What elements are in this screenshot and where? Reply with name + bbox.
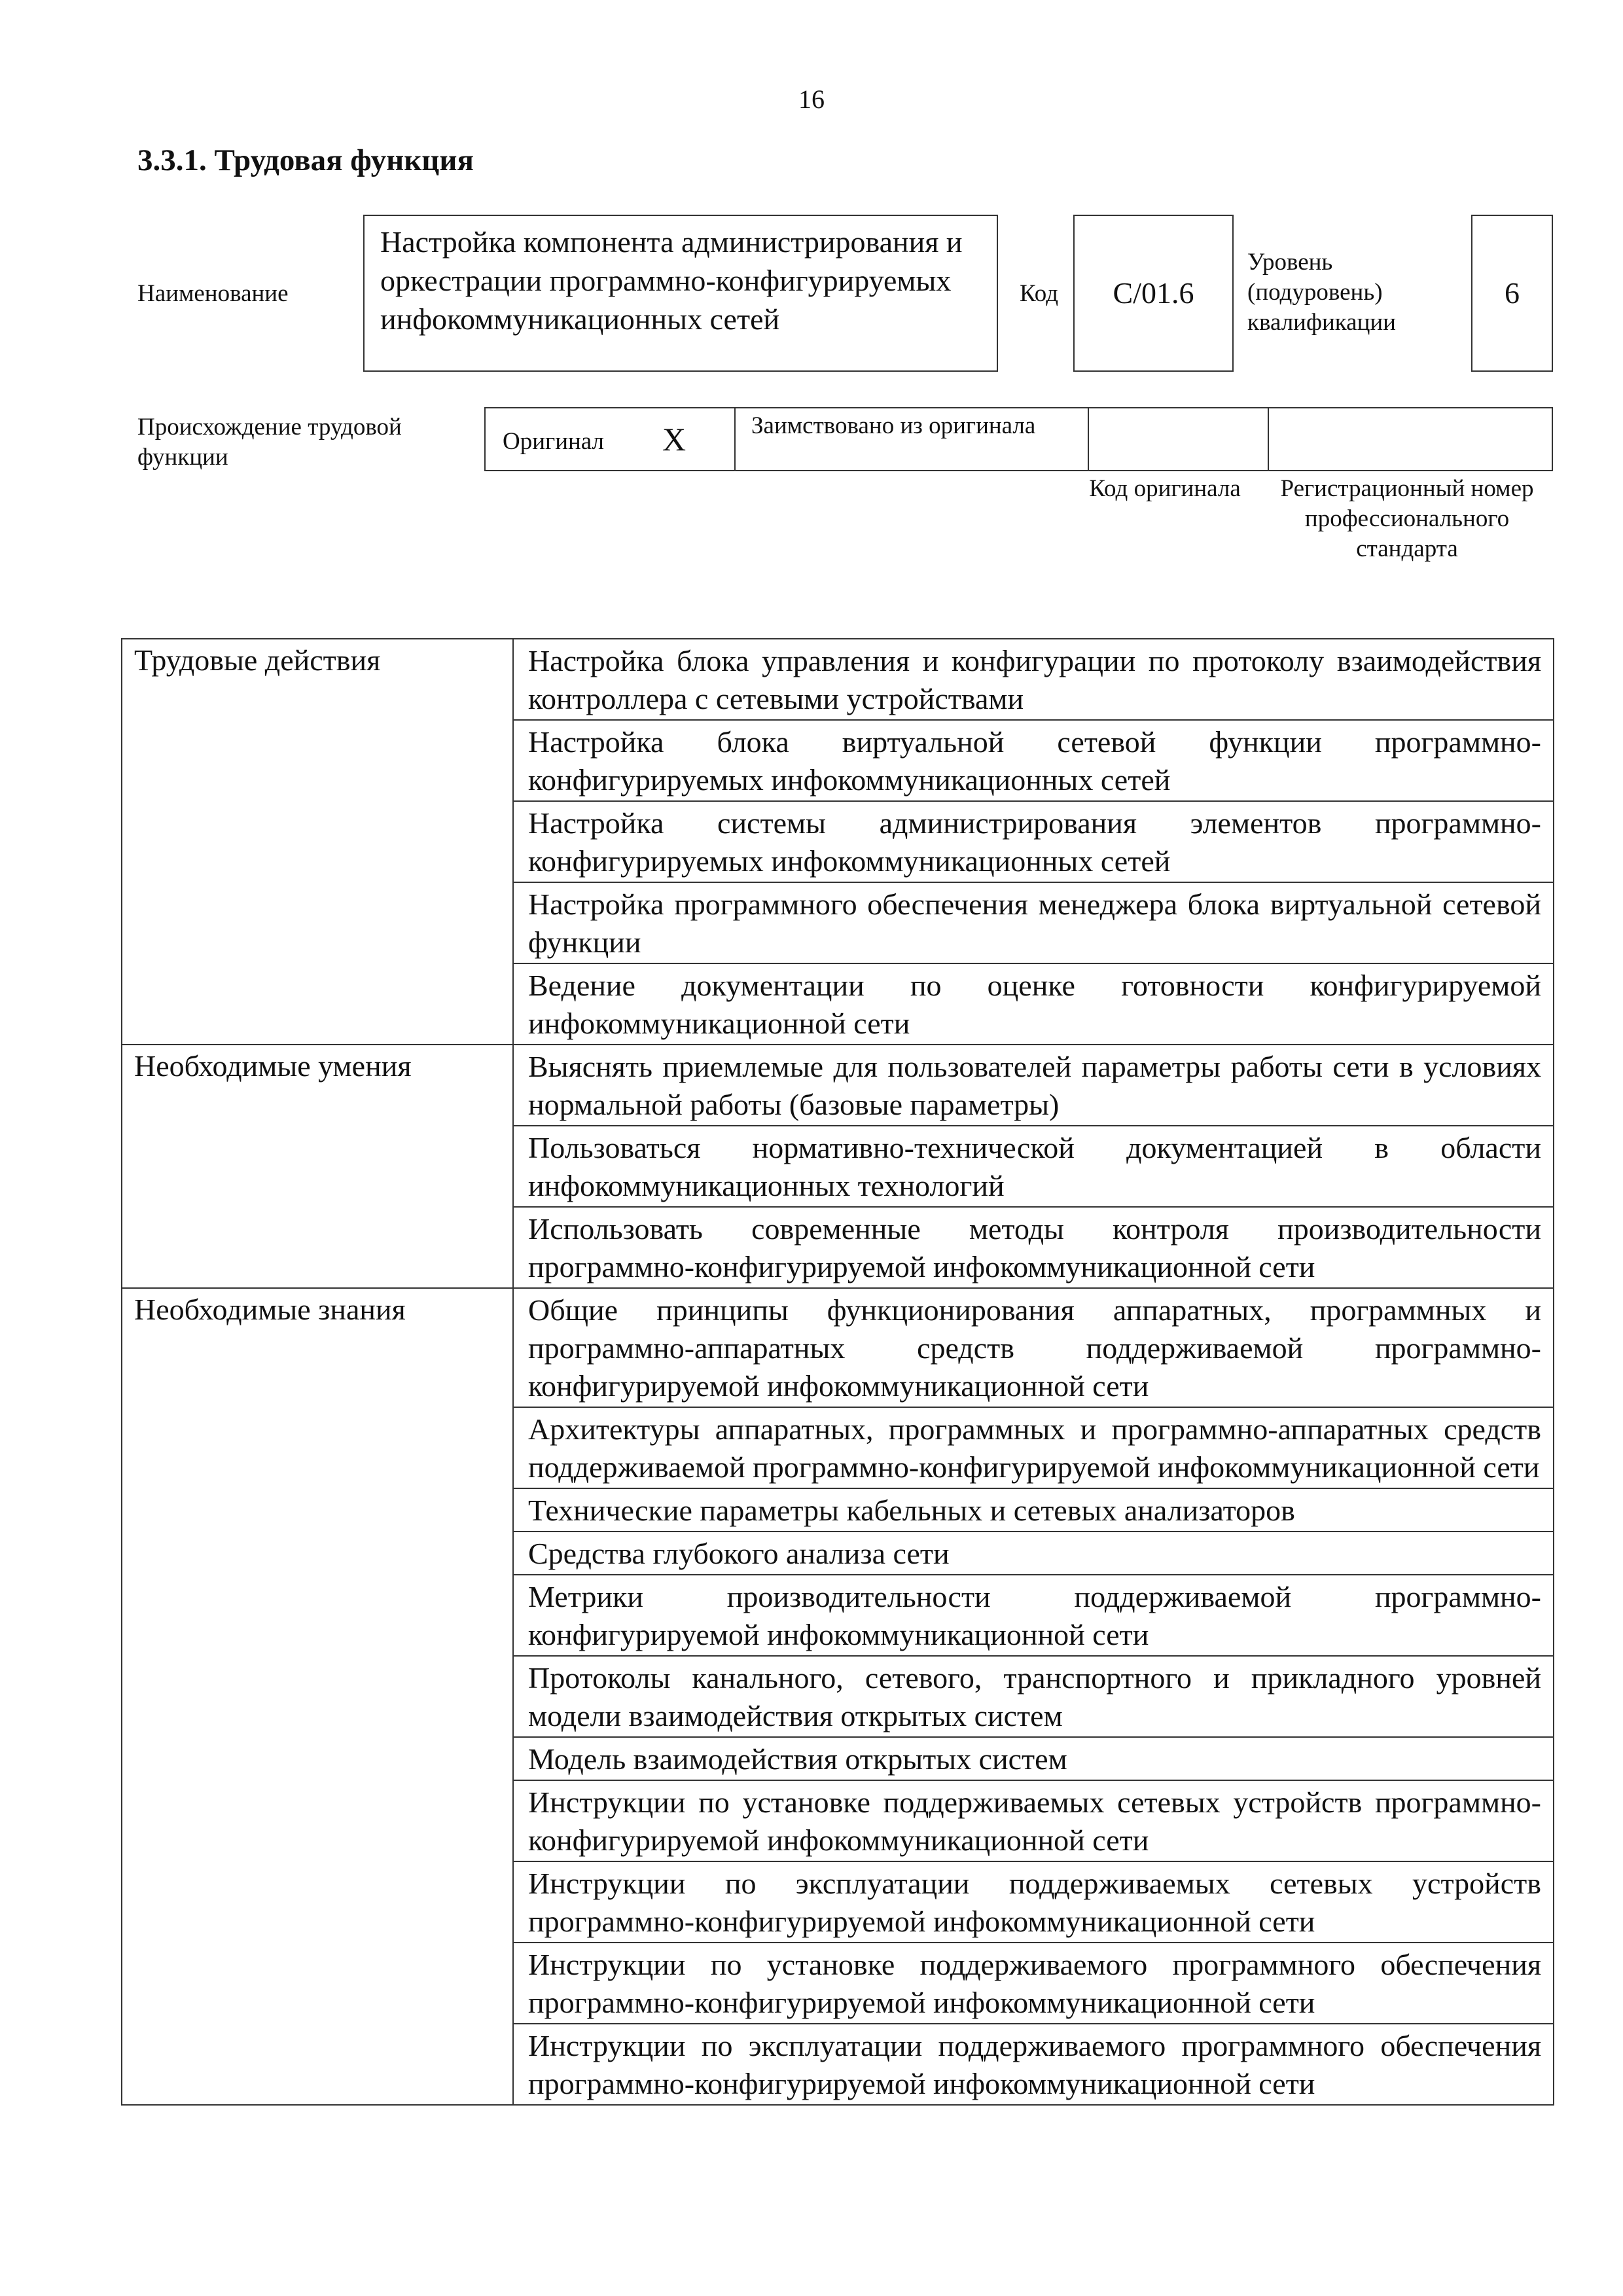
section-item: Инструкции по эксплуатации поддерживаемых сетевых устройств программно-конфигурируемой инфокоммуникационной сети xyxy=(514,1862,1553,1943)
section-item: Технические параметры кабельных и сетевых анализаторов xyxy=(514,1489,1553,1532)
original-code-caption: Код оригинала xyxy=(1089,475,1241,502)
section-item: Модель взаимодействия открытых систем xyxy=(514,1738,1553,1781)
section-item: Настройка блока управления и конфигурации по протоколу взаимодействия контроллера с сетевыми устройствами xyxy=(514,639,1553,721)
section-item: Использовать современные методы контроля производительности программно-конфигурируемой инфокоммуникационной сети xyxy=(528,1212,1541,1283)
function-name-box: Настройка компонента администрирования и оркестрации программно-конфигурируемых инфокоммуникационных сетей xyxy=(363,215,998,372)
section-row xyxy=(122,1288,1554,2105)
original-label: Оригинал xyxy=(503,428,605,455)
section-row xyxy=(122,639,1554,1045)
section-item: Выяснять приемлемые для пользователей параметры работы сети в условиях нормальной работы (базовые параметры) xyxy=(514,1045,1553,1126)
section-item: Инструкции по установке поддерживаемых сетевых устройств программно-конфигурируемой инфокоммуникационной сети xyxy=(514,1781,1553,1862)
registration-number-cell xyxy=(1269,408,1552,470)
section-item: Пользоваться нормативно-технической документацией в области инфокоммуникационных технологий xyxy=(514,1126,1553,1208)
function-code-box: С/01.6 xyxy=(1073,215,1234,372)
page-number: 16 xyxy=(798,84,825,114)
section-items-cell xyxy=(513,639,1554,1045)
borrowed-cell: Заимствовано из оригинала xyxy=(736,408,1089,470)
section-item: Настройка системы администрирования элементов программно-конфигурируемых инфокоммуникационных сетей xyxy=(514,802,1553,883)
section-items-cell xyxy=(513,1045,1554,1288)
level-box: 6 xyxy=(1471,215,1553,372)
section-item: Инструкции по эксплуатации поддерживаемого программного обеспечения программно-конфигурируемой инфокоммуникационной сети xyxy=(528,2029,1541,2100)
function-details-table xyxy=(121,638,1554,2106)
section-item: Протоколы канального, сетевого, транспортного и прикладного уровней модели взаимодействия открытых систем xyxy=(514,1657,1553,1738)
section-item: Инструкции по установке поддерживаемого программного обеспечения программно-конфигурируемой инфокоммуникационной сети xyxy=(514,1943,1553,2024)
origin-label: Происхождение трудовой функции xyxy=(137,414,402,471)
origin-row xyxy=(484,407,1553,471)
section-row xyxy=(122,1045,1554,1288)
original-mark: Х xyxy=(662,421,687,457)
name-label: Наименование xyxy=(137,280,289,307)
section-item: Настройка блока виртуальной сетевой функции программно-конфигурируемых инфокоммуникационных сетей xyxy=(514,721,1553,802)
level-label: Уровень (подуровень) квалификации xyxy=(1247,249,1396,336)
original-code-cell xyxy=(1089,408,1269,470)
section-title-cell: Необходимые умения xyxy=(122,1045,513,1288)
code-label: Код xyxy=(1019,280,1059,307)
section-item: Метрики производительности поддерживаемой программно-конфигурируемой инфокоммуникационной сети xyxy=(514,1575,1553,1657)
section-item: Настройка программного обеспечения менеджера блока виртуальной сетевой функции xyxy=(514,883,1553,964)
section-item: Средства глубокого анализа сети xyxy=(514,1532,1553,1575)
section-item: Архитектуры аппаратных, программных и программно-аппаратных средств поддерживаемой программно-конфигурируемой инфокоммуникационной сети xyxy=(514,1408,1553,1489)
original-cell xyxy=(486,408,736,470)
registration-number-caption: Регистрационный номер профессионального стандарта xyxy=(1280,475,1534,562)
section-title: 3.3.1. Трудовая функция xyxy=(137,143,474,177)
section-item: Общие принципы функционирования аппаратных, программных и программно-аппаратных средств поддерживаемой программно-конфигурируемой инфокоммуникационной сети xyxy=(514,1289,1553,1408)
section-item: Ведение документации по оценке готовности конфигурируемой инфокоммуникационной сети xyxy=(528,969,1541,1040)
section-title-cell: Трудовые действия xyxy=(122,639,513,1045)
section-items-cell xyxy=(513,1288,1554,2105)
section-title-cell: Необходимые знания xyxy=(122,1288,513,2105)
